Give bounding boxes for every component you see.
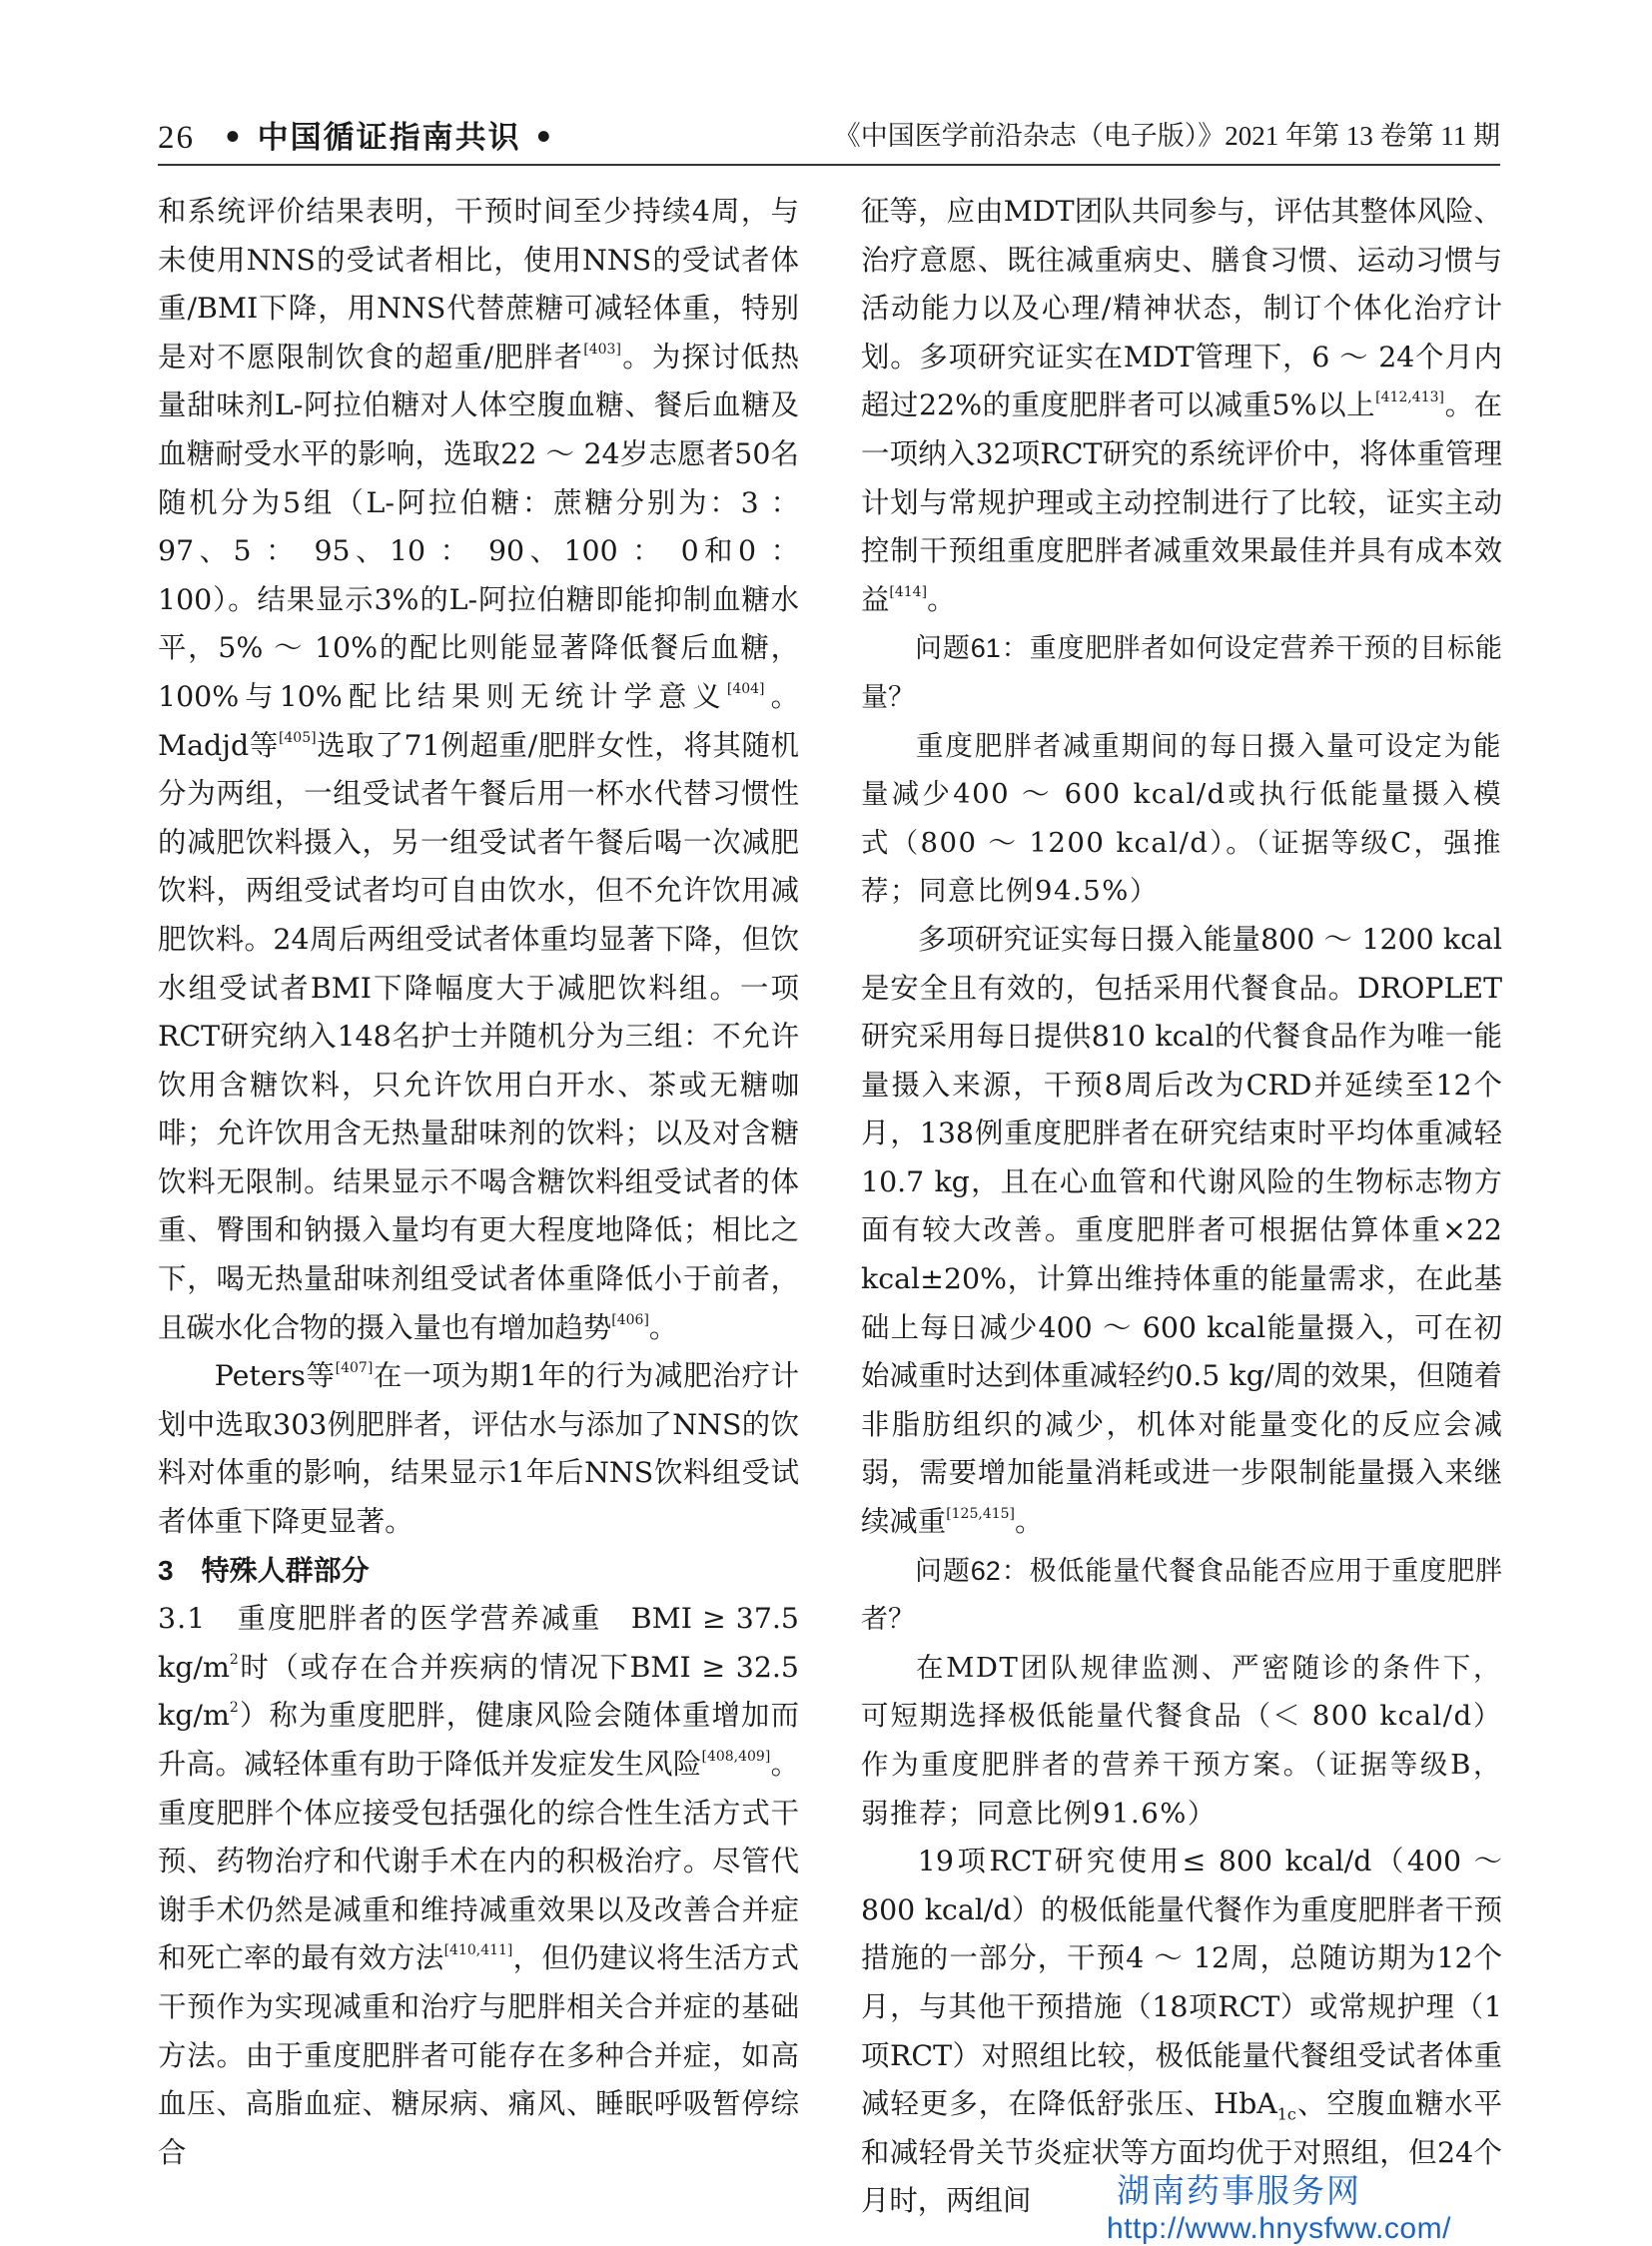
watermark-name: 湖南药事服务网 <box>1117 2172 1361 2209</box>
paragraph <box>861 188 1502 624</box>
citation: [410,411] <box>443 1942 513 1959</box>
citation: [414] <box>889 583 928 600</box>
text-run: 。在一项纳入32项RCT研究的系统评价中，将体重管理计划与常规护理或主动控制进行了比较，证实主动控制干预组重度肥胖者减重效果最佳并具有成本效益 <box>861 388 1502 616</box>
journal-issue: 《中国医学前沿杂志（电子版）》2021 年第 13 卷第 11 期 <box>833 121 1500 151</box>
text-run: 。 <box>927 582 956 616</box>
subsection-title: 3.1 重度肥胖者的医学营养减重 <box>158 1602 602 1636</box>
superscript: 2 <box>229 1700 239 1717</box>
text-run: 征等，应由MDT团队共同参与，评估其整体风险、治疗意愿、既往减重病史、膳食习惯、运动习惯与活动能力以及心理/精神状态，制订个体化治疗计划。多项研究证实在MDT管理下，6 ～ 24个月内超过22%的重度肥胖者可以减重5%以上 <box>861 195 1502 422</box>
text-run: ，但仍建议将生活方式干预作为实现减重和治疗与肥胖相关合并症的基础方法。由于重度肥胖者可能存在多种合并症，如高血压、高脂血症、糖尿病、痛风、睡眠呼吸暂停综合 <box>158 1941 799 2169</box>
superscript: 2 <box>229 1651 239 1668</box>
text-run: 和系统评价结果表明，干预时间至少持续4周，与未使用NNS的受试者相比，使用NNS的受试者体重/BMI下降，用NNS代替蔗糖可减轻体重，特别是对不愿限制饮食的超重/肥胖者 <box>158 195 799 374</box>
citation: [406] <box>611 1311 649 1328</box>
watermark-url[interactable]: http://www.hnysfww.com/ <box>1107 2212 1451 2245</box>
paragraph <box>158 1352 799 1546</box>
text-run: Peters等 <box>214 1359 336 1393</box>
citation: [408,409] <box>701 1749 771 1765</box>
citation: [407] <box>335 1360 374 1377</box>
text-run: 19项RCT研究使用≤ 800 kcal/d（400 ～ 800 kcal/d）的极低能量代餐作为重度肥胖者干预措施的一部分，干预4 ～ 12周，总随访期为12个月，与其他干预措施（18项RCT）或常规护理（1项RCT）对照组比较，极低能量代餐组受试者体重减轻更多，在降低舒张压、HbA <box>861 1845 1502 2121</box>
subsection-paragraph <box>158 1595 799 2177</box>
text-run: ）称为重度肥胖，健康风险会随体重增加而升高。减轻体重有助于降低并发症发生风险 <box>158 1699 799 1781</box>
text-run: 。重度肥胖个体应接受包括强化的综合性生活方式干预、药物治疗和代谢手术在内的积极治疗。尽管代谢手术仍然是减重和维持减重效果以及改善合并症和死亡率的最有效方法 <box>158 1748 799 1975</box>
question-62: 问题62：极低能量代餐食品能否应用于重度肥胖者？ <box>861 1555 1502 1635</box>
header-rule <box>158 164 1500 166</box>
text-run: 。 <box>648 1310 678 1344</box>
text-run: 选取了71例超重/肥胖女性，将其随机分为两组，一组受试者午餐后用一杯水代替习惯性的减肥饮料摄入，另一组受试者午餐后喝一次减肥饮料，两组受试者均可自由饮水，但不允许饮用减肥饮料。24周后两组受试者体重均显著下降，但饮水组受试者BMI下降幅度大于减肥饮料组。一项RCT研究纳入148名护士并随机分为三组：不允许饮用含糖饮料，只允许饮用白开水、茶或无糖咖啡；允许饮用含无热量甜味剂的饮料；以及对含糖饮料无限制。结果显示不喝含糖饮料组受试者的体重、臀围和钠摄入量均有更大程度地降低；相比之下，喝无热量甜味剂组受试者体重降低小于前者，且碳水化合物的摄入量也有增加趋势 <box>158 728 799 1344</box>
citation: [412,413] <box>1375 389 1444 406</box>
right-column <box>861 188 1502 2226</box>
text-run: 、空腹血糖水平和减轻骨关节炎症状等方面均优于对照组，但24个月时，两组间 <box>861 2087 1502 2218</box>
recommendation-62: 在MDT团队规律监测、严密随诊的条件下，可短期选择极低能量代餐食品（＜ 800 kcal/d）作为重度肥胖者的营养干预方案。（证据等级B，弱推荐；同意比例91.6%） <box>861 1651 1502 1830</box>
page-number: 26 <box>158 120 195 156</box>
subscript: 1c <box>1276 2104 1296 2124</box>
citation: [405] <box>278 729 317 746</box>
text-run: 。Madjd等 <box>158 679 799 762</box>
text-run: 。 <box>1015 1505 1044 1539</box>
text-run: 。为探讨低热量甜味剂L-阿拉伯糖对人体空腹血糖、餐后血糖及血糖耐受水平的影响，选取22 ～ 24岁志愿者50名随机分为5组（L-阿拉伯糖：蔗糖分别为：3 ： 97、5 ： 95、10 ： 90、100 ： 0和0 ： 100）。结果显示3%的L-阿拉伯糖即能抑制血糖水平，5% ～ 10%的配比则能显著降低餐后血糖，100%与10%配比结果则无统计学意义 <box>158 340 799 713</box>
text-run: BMI ≥ 37.5 kg/m <box>158 1602 799 1684</box>
citation: [404] <box>726 680 765 697</box>
section-heading: 3 特殊人群部分 <box>158 1554 370 1586</box>
text-run: 多项研究证实每日摄入能量800 ～ 1200 kcal是安全且有效的，包括采用代餐食品。DROPLET研究采用每日提供810 kcal的代餐食品作为唯一能量摄入来源，干预8周后改为CRD并延续至12个月，138例重度肥胖者在研究结束时平均体重减轻10.7 kg，且在心血管和代谢风险的生物标志物方面有较大改善。重度肥胖者可根据估算体重×22 kcal±20%，计算出维持体重的能量需求，在此基础上每日减少400 ～ 600 kcal能量摄入，可在初始减重时达到体重减轻约0.5 kg/周的效果，但随着非脂肪组织的减少，机体对能量变化的反应会减弱，需要增加能量消耗或进一步限制能量摄入来继续减重 <box>861 922 1502 1539</box>
left-column <box>158 188 799 2177</box>
paragraph <box>158 188 799 1352</box>
header-left <box>158 112 555 157</box>
page-header <box>158 112 1500 158</box>
citation: [403] <box>583 341 621 358</box>
text-run: 在一项为期1年的行为减肥治疗计划中选取303例肥胖者，评估水与添加了NNS的饮料对体重的影响，结果显示1年后NNS饮料组受试者体重下降更显著。 <box>158 1359 799 1539</box>
journal-section: • 中国循证指南共识 • <box>223 120 556 156</box>
citation: [125,415] <box>946 1506 1016 1523</box>
watermark <box>1107 2165 1451 2246</box>
paragraph <box>861 916 1502 1547</box>
question-61: 问题61：重度肥胖者如何设定营养干预的目标能量？ <box>861 633 1502 712</box>
recommendation-61: 重度肥胖者减重期间的每日摄入量可设定为能量减少400 ～ 600 kcal/d或执行低能量摄入模式（800 ～ 1200 kcal/d）。（证据等级C，强推荐；同意比例94.5%） <box>861 729 1502 908</box>
text-run: 时（或存在合并疾病的情况下BMI ≥ 32.5 kg/m <box>158 1650 799 1733</box>
